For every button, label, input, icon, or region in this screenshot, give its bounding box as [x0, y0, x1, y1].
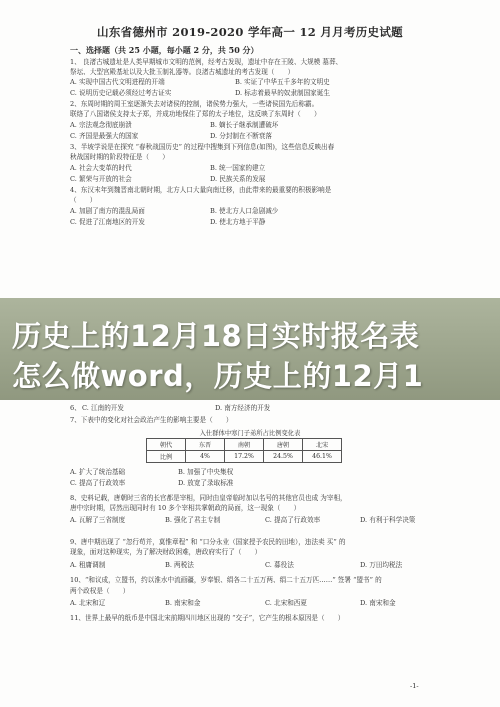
- answer-option: D. 南宋和金: [360, 599, 396, 607]
- ratio-table: [146, 438, 342, 463]
- question-line: 3、半坡学说是在探究 “春秋战国历史” 的过程中搜集到下列信息(如图)，这些信息反映出春: [70, 143, 335, 151]
- question-line: 10、“和议成，立盟书，约以淮水中流画疆，岁奉银、绢各二十五万两、绢二十五万匹……” 签署 “盟书” 的: [70, 576, 382, 584]
- answer-option: B. 强化了君主专制: [165, 516, 221, 524]
- answer-option: B. 加强了中央集权: [178, 468, 234, 476]
- answer-option: D. 南方经济的开发: [215, 404, 271, 412]
- question-line: 祭坛、大型宫殿基址以及大批玉制礼器等。良渚古城遗址的考古发现（ ）: [70, 68, 295, 76]
- question-line: 联络了八国诸侯支持太子郑，并成功地保住了郑的太子地位，这反映了东周时（ ）: [70, 110, 321, 118]
- table-cell: 46.1%: [303, 451, 342, 463]
- answer-option: A. 实现中国古代文明进程的开端: [70, 78, 165, 86]
- question-line: 7、下表中的变化对社会政治产生的影响主要是（ ）: [70, 416, 233, 424]
- answer-option: D. 有利于科学决策: [360, 516, 416, 524]
- answer-option: C. 繁荣与开放的社会: [70, 175, 132, 183]
- table-header-cell: 南朝: [225, 439, 264, 451]
- question-line: （ ）: [70, 196, 97, 204]
- table-header-row: [147, 439, 342, 451]
- answer-option: B. 嫡长子继承制遭破坏: [210, 121, 279, 129]
- answer-option: C. 北宋和西夏: [265, 599, 307, 607]
- banner-title-line-1: 历史上的12月18日实时报名表: [12, 319, 420, 353]
- page-number: -1-: [410, 682, 419, 690]
- question-line: 8、史料记载，唐朝时三省的长官都是宰相，同时由皇帝临时加以名号的其他官员也成 为宰相，: [70, 494, 347, 502]
- table-row-label: 比例: [147, 451, 186, 463]
- question-line: 11、世界上最早的纸币是中国北宋前期四川地区出现的 “交子”，它产生的根本原因是（ ）: [70, 614, 345, 622]
- question-line: 两个政权是（ ）: [70, 587, 130, 595]
- answer-option: C. 促进了江南地区的开发: [70, 218, 145, 226]
- table-header-cell: 朝代: [147, 439, 186, 451]
- question-line: 秋战国时期的阶段特征是（ ）: [70, 153, 169, 161]
- question-line: 唐中宗时期，居然出现同时有 10 多个宰相共掌朝政的局面，这一现象（ ）: [70, 504, 301, 512]
- title-banner: [0, 298, 500, 400]
- question-line: 2、东周时期的周王室逐渐失去对诸侯的控制，诸侯势力强大，一些诸侯国先后称霸。: [70, 100, 319, 108]
- answer-option: A. 宗法观念彻底崩溃: [70, 121, 132, 129]
- answer-option: C. 募役法: [265, 561, 294, 569]
- answer-option: D. 标志着最早的奴隶制国家诞生: [235, 89, 330, 97]
- answer-option: D. 分封制在不断衰落: [210, 132, 272, 140]
- table-cell: 4%: [186, 451, 225, 463]
- table-header-cell: 北宋: [303, 439, 342, 451]
- question-line: 4、东汉末年到魏晋南北朝时期，北方人口大量向南迁移，由此带来的最重要的积极影响是: [70, 186, 332, 194]
- table-header-cell: 唐朝: [264, 439, 303, 451]
- answer-option: D. 万田均税法: [360, 561, 403, 569]
- table-caption: 入仕群体中寒门子弟所占比例变化表: [199, 430, 301, 437]
- answer-option: B. 两税法: [165, 561, 194, 569]
- question-line: 9、唐中期出现了 “忽行苟并，莫惟章程” 和 “口分永业（国家授予农民的田地），违法卖 买” 的: [70, 538, 346, 546]
- answer-option: A. 加剧了南方的混乱局面: [70, 207, 145, 215]
- answer-option: C. 江南的开发: [82, 404, 124, 412]
- answer-option: C. 齐国是最强大的国家: [70, 132, 139, 140]
- question-line: 6、: [70, 404, 81, 412]
- answer-option: B. 实证了中华五千多年的文明史: [235, 78, 330, 86]
- answer-option: B. 使北方人口急剧减少: [210, 207, 279, 215]
- answer-option: D. 放宽了录取标准: [178, 479, 234, 487]
- document-title: 山东省德州市 2019-2020 学年高一 12 月月考历史试题: [97, 25, 403, 39]
- question-line: 现象，面对这种现实，为了解决财政困难，唐政府实行了（ ）: [70, 548, 262, 556]
- answer-option: A. 北宋和辽: [70, 599, 106, 607]
- table-row: [147, 451, 342, 463]
- answer-option: D. 使北方地于平静: [210, 218, 266, 226]
- section-heading: 一、选择题（共 25 小题，每小题 2 分，共 50 分）: [70, 45, 259, 55]
- answer-option: C. 说明历史记载必须经过考古证实: [70, 89, 172, 97]
- answer-option: C. 提高了行政效率: [265, 516, 321, 524]
- answer-option: A. 瓦解了三省制度: [70, 516, 126, 524]
- table-cell: 17.2%: [225, 451, 264, 463]
- answer-option: A. 租庸调制: [70, 561, 106, 569]
- answer-option: C. 提高了行政效率: [70, 479, 126, 487]
- table-header-cell: 东晋: [186, 439, 225, 451]
- answer-option: D. 民族关系的发展: [210, 175, 266, 183]
- answer-option: A. 社会大变革的时代: [70, 164, 132, 172]
- table-cell: 24.5%: [264, 451, 303, 463]
- answer-option: B. 统一国家的建立: [210, 164, 266, 172]
- question-line: 1、 良渚古城遗址是人类早期城市文明的范例，经考古发现，遗址中存在王陵、大规模 墓葬、: [70, 58, 343, 66]
- answer-option: A. 扩大了统治基础: [70, 468, 126, 476]
- answer-option: B. 南宋和金: [165, 599, 201, 607]
- banner-title-line-2: 怎么做word，历史上的12月1: [12, 359, 424, 393]
